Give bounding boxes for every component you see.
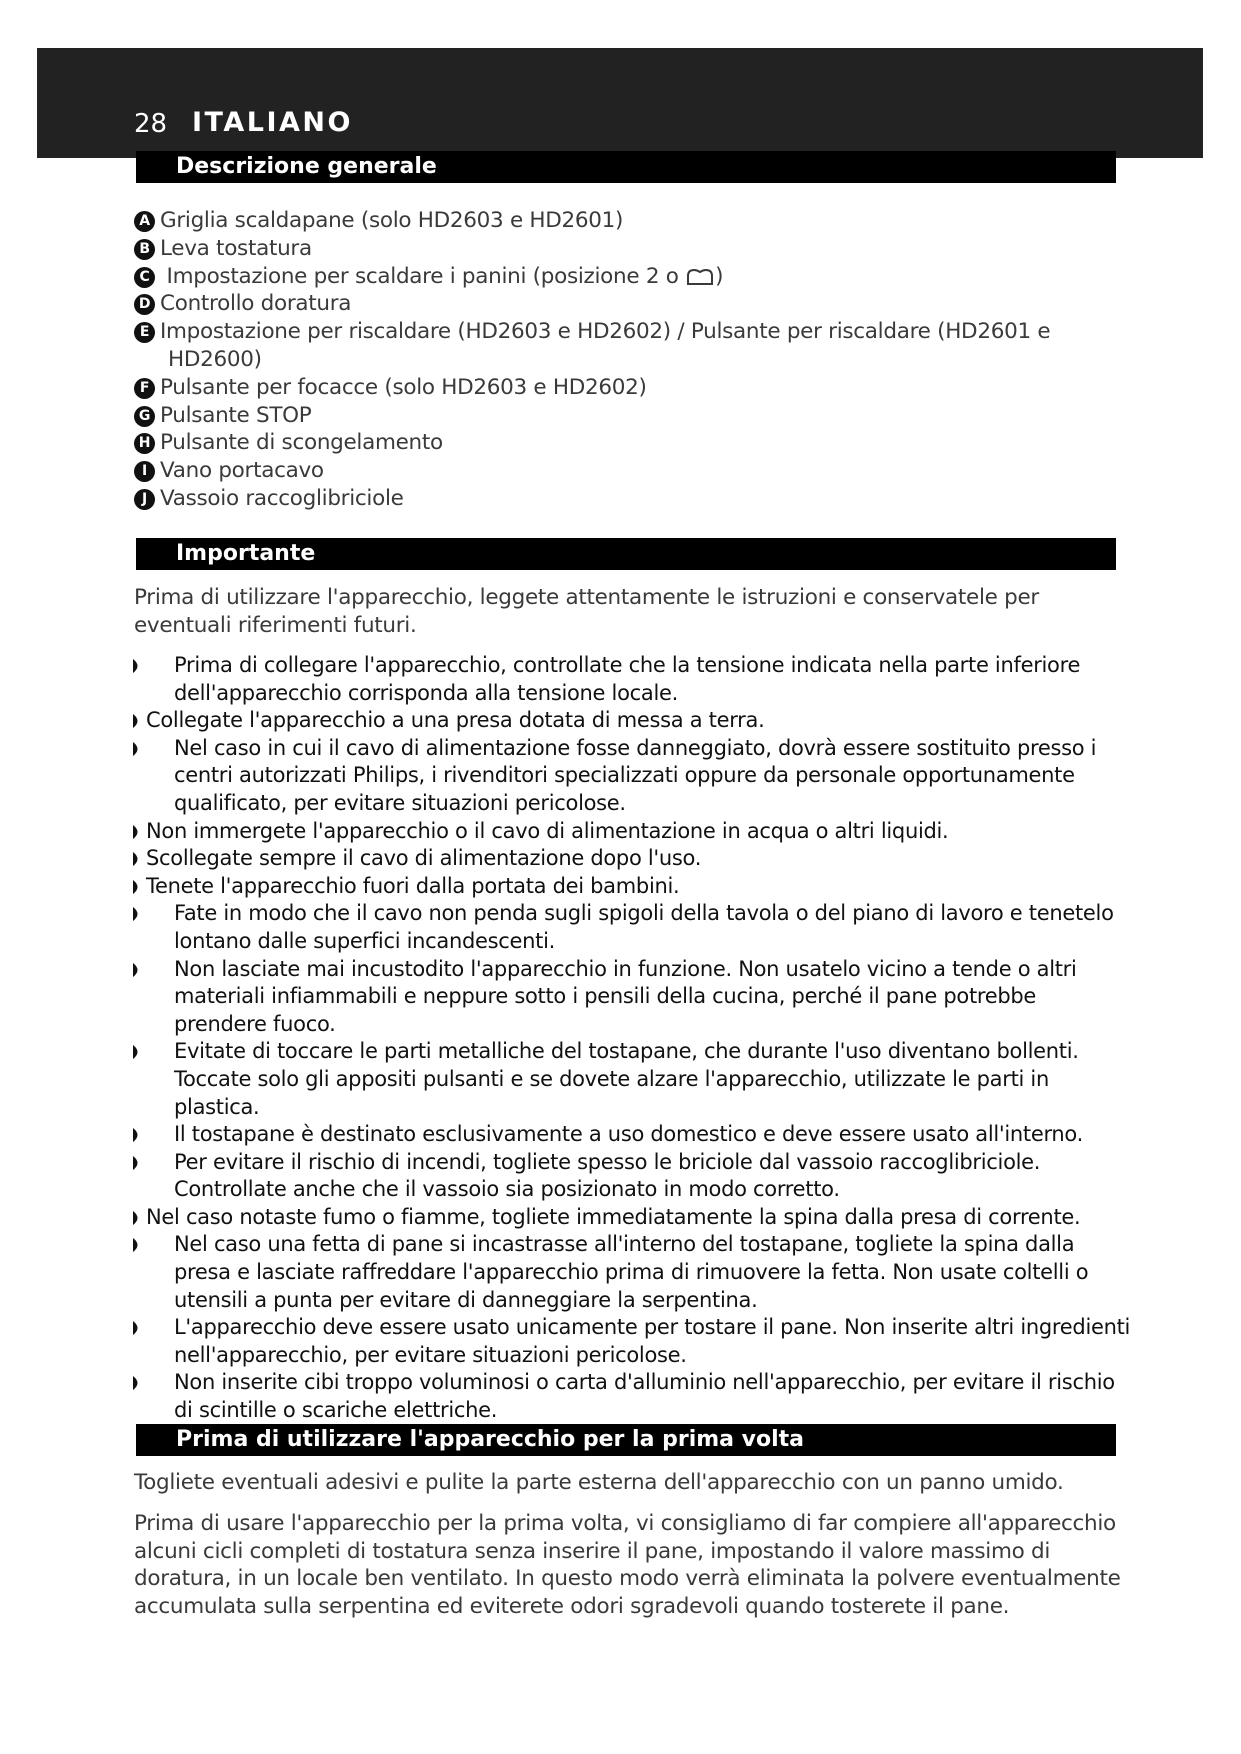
warning-item bbox=[132, 1204, 1132, 1232]
bullet-icon bbox=[132, 907, 142, 921]
warning-text: Nel caso in cui il cavo di alimentazione fosse danneggiato, dovrà essere sostituito presso i centri autorizzati Philips, i rivenditori specializzati oppure da personale opportunamente qualificato, per evitare situazioni pericolose. bbox=[174, 735, 1097, 815]
warning-item bbox=[132, 818, 1132, 846]
letter-c-icon: C bbox=[134, 267, 155, 288]
warning-text: Prima di collegare l'apparecchio, controllate che la tensione indicata nella parte inferiore dell'apparecchio corrisponda alla tensione locale. bbox=[174, 653, 1081, 705]
bullet-icon bbox=[132, 1045, 142, 1059]
part-label: Pulsante per focacce (solo HD2603 e HD2602) bbox=[160, 374, 647, 400]
warning-text: Il tostapane è destinato esclusivamente a uso domestico e deve essere usato all'interno. bbox=[174, 1122, 1083, 1147]
letter-h-icon: H bbox=[134, 433, 155, 454]
letter-f-icon: F bbox=[134, 378, 155, 399]
warning-item bbox=[132, 1314, 1132, 1369]
part-item bbox=[134, 429, 1134, 457]
bullet-icon bbox=[132, 742, 142, 756]
warning-item bbox=[132, 652, 1132, 707]
bullet-icon bbox=[132, 963, 142, 977]
header-band bbox=[37, 48, 1203, 158]
letter-e-icon: E bbox=[134, 322, 155, 343]
warning-text: L'apparecchio deve essere usato unicamente per tostare il pane. Non inserite altri ingredienti nell'apparecchio, per evitare situazioni pericolose. bbox=[174, 1315, 1131, 1367]
warning-item bbox=[132, 956, 1132, 1039]
bullet-icon bbox=[132, 1376, 142, 1390]
warning-item bbox=[132, 845, 1132, 873]
part-item bbox=[134, 402, 1134, 430]
warning-text: Nel caso notaste fumo o fiamme, togliete immediatamente la spina dalla presa di corrente. bbox=[146, 1204, 1081, 1229]
letter-b-icon: B bbox=[134, 239, 155, 260]
warning-text: Nel caso una fetta di pane si incastrasse all'interno del tostapane, togliete la spina dalla presa e lasciate raffreddare l'apparecchio prima di rimuovere la fetta. Non usate coltelli o utensili a punta per evitare di danneggiare la serpentina. bbox=[174, 1232, 1089, 1312]
part-label: Pulsante di scongelamento bbox=[160, 430, 443, 456]
parts-list bbox=[134, 207, 1134, 513]
bullet-icon bbox=[132, 880, 142, 894]
warning-item bbox=[132, 873, 1132, 901]
warning-item bbox=[132, 735, 1132, 818]
warning-text: Collegate l'apparecchio a una presa dotata di messa a terra. bbox=[146, 708, 765, 733]
part-label: Vano portacavo bbox=[160, 458, 324, 484]
part-label: Pulsante STOP bbox=[160, 402, 312, 428]
language-heading: ITALIANO bbox=[192, 107, 353, 138]
warnings-list bbox=[132, 652, 1132, 1425]
page-number: 28 bbox=[134, 109, 168, 139]
warning-text: Per evitare il rischio di incendi, togliete spesso le briciole dal vassoio raccoglibriciole. Controllate anche che il vassoio sia posizionato in modo corretto. bbox=[174, 1149, 1041, 1202]
letter-j-icon: J bbox=[134, 489, 155, 510]
part-item bbox=[134, 485, 1134, 513]
bullet-icon bbox=[132, 714, 142, 728]
part-item bbox=[134, 318, 1134, 374]
warning-text: Non lasciate mai incustodito l'apparecchio in funzione. Non usatelo vicino a tende o altri materiali infiammabili e neppure sotto i pensili della cucina, perché il pane potrebbe prendere fuoco. bbox=[174, 956, 1077, 1036]
part-label: Leva tostatura bbox=[160, 235, 312, 261]
important-intro: Prima di utilizzare l'apparecchio, leggete attentamente le istruzioni e conservatele per eventuali riferimenti futuri. bbox=[134, 585, 1039, 638]
bullet-icon bbox=[132, 1128, 142, 1142]
part-label: Griglia scaldapane (solo HD2603 e HD2601) bbox=[160, 208, 624, 233]
bun-warming-icon bbox=[685, 267, 715, 287]
warning-text: Non immergete l'apparecchio o il cavo di alimentazione in acqua o altri liquidi. bbox=[146, 818, 949, 843]
warning-text: Non inserite cibi troppo voluminosi o carta d'alluminio nell'apparecchio, per evitare il rischio di scintille o scariche elettriche. bbox=[174, 1370, 1115, 1423]
first-use-paragraph-1: Togliete eventuali adesivi e pulite la parte esterna dell'apparecchio con un panno umido. bbox=[134, 1470, 1064, 1495]
bullet-icon bbox=[132, 825, 142, 839]
part-item bbox=[134, 207, 1134, 235]
warning-item bbox=[132, 1121, 1132, 1149]
warning-item bbox=[132, 900, 1132, 955]
part-label-continuation: HD2600) bbox=[168, 346, 262, 372]
bullet-icon bbox=[132, 1211, 142, 1225]
warning-text: Tenete l'apparecchio fuori dalla portata dei bambini. bbox=[146, 873, 680, 898]
warning-item bbox=[132, 707, 1132, 735]
warning-item bbox=[132, 1231, 1132, 1314]
warning-text: Scollegate sempre il cavo di alimentazione dopo l'uso. bbox=[146, 846, 702, 871]
warning-item bbox=[132, 1149, 1132, 1204]
part-item bbox=[134, 263, 1134, 291]
bullet-icon bbox=[132, 852, 142, 866]
part-item bbox=[134, 374, 1134, 402]
warning-text: Evitate di toccare le parti metalliche del tostapane, che durante l'uso diventano bollenti. Toccate solo gli appositi pulsanti e se dovete alzare l'apparecchio, utilizzate le parti in plastica. bbox=[174, 1039, 1079, 1119]
part-label: Vassoio raccoglibriciole bbox=[160, 485, 404, 511]
part-item bbox=[134, 235, 1134, 263]
section-title-overview: Descrizione generale bbox=[136, 151, 1116, 183]
part-label: Impostazione per scaldare i panini (posizione 2 o bbox=[160, 263, 686, 289]
letter-g-icon: G bbox=[134, 406, 155, 427]
bullet-icon bbox=[132, 1238, 142, 1252]
section-title-first-use: Prima di utilizzare l'apparecchio per la prima volta bbox=[136, 1424, 1116, 1456]
part-item bbox=[134, 290, 1134, 318]
warning-text: Fate in modo che il cavo non penda sugli spigoli della tavola o del piano di lavoro e tenetelo lontano dalle superfici incandescenti. bbox=[174, 901, 1114, 953]
bullet-icon bbox=[132, 1156, 142, 1170]
letter-a-icon: A bbox=[134, 211, 155, 232]
part-item bbox=[134, 457, 1134, 485]
part-label: Impostazione per riscaldare (HD2603 e HD2602) / Pulsante per riscaldare (HD2601 e bbox=[160, 319, 1051, 345]
bullet-icon bbox=[132, 659, 142, 673]
letter-d-icon: D bbox=[134, 294, 155, 315]
first-use-paragraph-2: Prima di usare l'apparecchio per la prima volta, vi consigliamo di far compiere all'apparecchio alcuni cicli completi di tostatura senza inserire il pane, impostando il valore massimo di doratura, in un locale ben ventilato. In questo modo verrà eliminata la polvere eventualmente accumulata sulla serpentina ed eviterete odori sgradevoli quando tosterete il pane. bbox=[134, 1511, 1121, 1619]
warning-item bbox=[132, 1369, 1132, 1424]
bullet-icon bbox=[132, 1321, 142, 1335]
letter-i-icon: I bbox=[134, 461, 155, 482]
section-title-important: Importante bbox=[136, 538, 1116, 570]
warning-item bbox=[132, 1038, 1132, 1121]
part-label: Controllo doratura bbox=[160, 291, 352, 317]
part-label-suffix: ) bbox=[715, 263, 724, 289]
